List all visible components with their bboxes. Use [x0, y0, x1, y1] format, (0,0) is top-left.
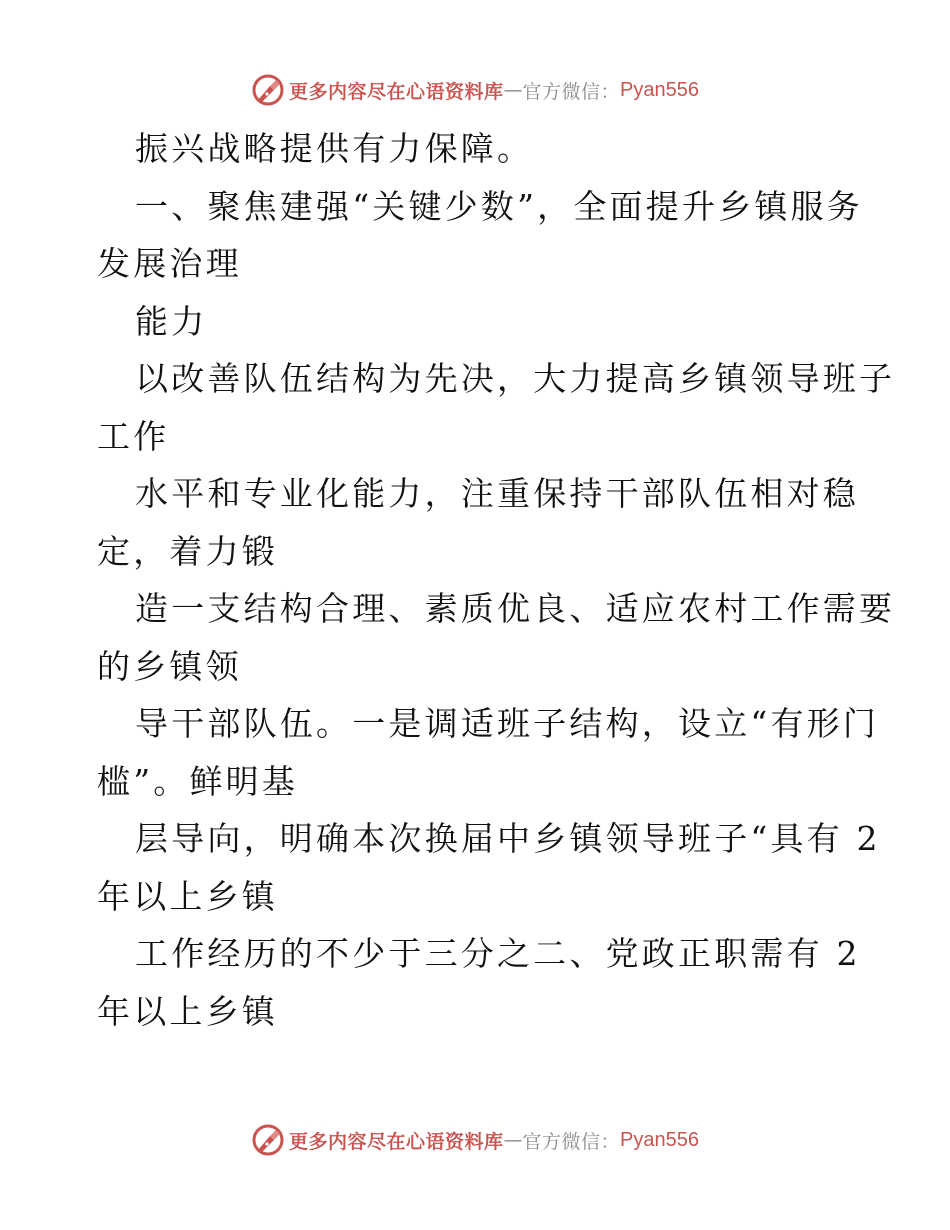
document-body	[97, 120, 896, 1040]
text-line: 工作经历的不少于三分之二、党政正职需有 2	[135, 934, 861, 973]
text-line: 振兴战略提供有力保障。	[135, 129, 534, 168]
text-line: 以改善队伍结构为先决，大力提高乡镇领导班子	[135, 359, 896, 398]
header-separator: —	[503, 79, 523, 101]
text-line: 层导向，明确本次换届中乡镇领导班子“具有 2	[135, 819, 881, 858]
header-banner	[0, 70, 950, 110]
footer-brand-text: 更多内容尽在心语资料库	[289, 1130, 504, 1153]
header-wechat-label: 官方微信：	[522, 80, 621, 103]
text-line: 工作	[97, 416, 170, 456]
text-line: 的乡镇领	[97, 646, 242, 686]
text-line: 水平和专业化能力，注重保持干部队伍相对稳	[135, 474, 859, 513]
pen-nib-logo-icon	[251, 73, 285, 107]
text-line: 导干部队伍。一是调适班子结构，设立“有形门	[135, 704, 880, 743]
header-account: Pyan556	[620, 78, 699, 101]
footer-wechat-label: 官方微信：	[522, 1130, 621, 1153]
text-line: 造一支结构合理、素质优良、适应农村工作需要	[135, 589, 896, 628]
text-line: 定，着力锻	[97, 531, 278, 571]
text-line: 槛”。鲜明基	[97, 761, 299, 801]
pen-nib-logo-icon	[251, 1123, 285, 1157]
text-line: 发展治理	[97, 244, 242, 283]
text-line: 年以上乡镇	[97, 991, 278, 1031]
footer-account: Pyan556	[620, 1128, 699, 1151]
text-line: 一、聚焦建强“关键少数”，全面提升乡镇服务	[135, 186, 863, 226]
text-line: 能力	[135, 301, 208, 341]
header-brand-text: 更多内容尽在心语资料库	[289, 80, 504, 103]
text-line: 年以上乡镇	[97, 876, 278, 916]
footer-separator: —	[503, 1129, 523, 1151]
footer-banner	[0, 1120, 950, 1160]
